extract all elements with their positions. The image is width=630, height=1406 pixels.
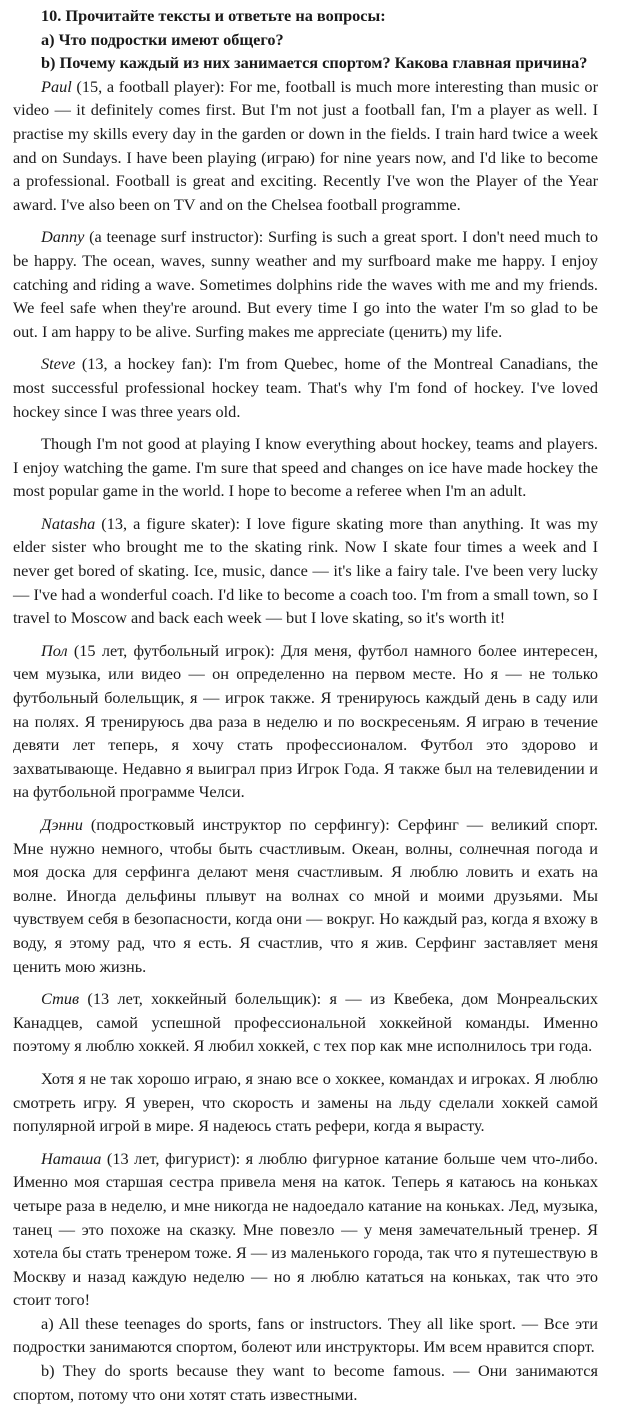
- speaker-name: Стив: [41, 989, 80, 1009]
- paragraph-text: Though I'm not good at playing I know everything about hockey, teams and players. I enjoy watching the game. I'm sure that speed and changes on ice have made hockey the most popular game in the world. I hope to become a referee when I'm an adult.: [13, 434, 598, 501]
- answer-a: a) All these teenages do sports, fans or instructors. They all like sport. — Все эти подростки занимаются спортом, болеют или инструкторы. Им всем нравится спорт.: [13, 1313, 598, 1357]
- paragraph-steve-ru: [13, 987, 598, 1058]
- paragraph-natasha-en: [13, 512, 598, 630]
- paragraph-text: (13, a figure skater): I love figure skating more than anything. It was my elder sister who brought me to the skating rink. Now I skate four times a week and I never get bored of skating. Ice, music, dance — it's like a fairy tale. I've been very lucky — I've had a wonderful coach. I'd like to become a coach too. I'm from a small town, so I travel to Moscow and back each week — but I love skating, so it's worth it!: [13, 513, 598, 628]
- paragraph-danny-ru: [13, 813, 598, 978]
- answer-b: b) They do sports because they want to become famous. — Они занимаются спортом, потому что они хотят стать известными.: [13, 1361, 598, 1404]
- speaker-name: Danny: [41, 227, 85, 247]
- paragraph-text: Хотя я не так хорошо играю, я знаю все о хоккее, командах и игроках. Я люблю смотреть игру. Я уверен, что скорость и замены на льду сделали хоккей самой популярной игрой в мире. Я надеюсь стать рефери, когда я вырасту.: [13, 1068, 598, 1136]
- speaker-name: Дэнни: [41, 815, 83, 834]
- paragraph-text: (15, a football player): For me, football is much more interesting than music or video — it definitely comes first. But I'm not just a football fan, I'm a player as well. I practise my skills every day in the garden or down in the fields. I train hard twice a week and on Sundays. I have been playing (играю) for nine years now, and I'd like to become a professional. Football is great and exciting. Recently I've won the Player of the Year award. I've also been on TV and on the Chelsea football programme.: [13, 76, 598, 214]
- paragraph-text: (13 лет, хоккейный болельщик): я — из Квебека, дом Монреальских Канадцев, самой успешной профессиональной хоккейной команды. Именно поэтому я люблю хоккей. Я любил хоккей, с тех пор как мне исполнилось три года.: [13, 989, 598, 1056]
- question-a: a) Что подростки имеют общего?: [41, 29, 284, 49]
- paragraph-paul-ru: [13, 639, 598, 804]
- speaker-name: Наташа: [41, 1148, 102, 1168]
- paragraph-text: (13, a hockey fan): I'm from Quebec, home of the Montreal Canadians, the most successful professional hockey team. That's why I'm fond of hockey. I've loved hockey since I was three years old.: [13, 354, 598, 421]
- question-b: b) Почему каждый из них занимается спортом? Какова главная причина?: [41, 53, 588, 73]
- paragraph-text: (a teenage surf instructor): Surfing is such a great sport. I don't need much to be happy. The ocean, waves, sunny weather and my surfboard make me happy. I enjoy catching and riding a wave. Sometimes dolphins ride the waves with me and my friends. We feel safe when they're around. But every time I go into the water I'm so glad to be out. I am happy to be alive. Surfing makes me appreciate (ценить) my life.: [13, 227, 598, 341]
- paragraph-natasha-ru: [13, 1147, 598, 1312]
- paragraph-steve-en-2: [13, 432, 598, 503]
- speaker-name: Steve: [41, 354, 76, 374]
- speaker-name: Natasha: [41, 513, 96, 533]
- paragraph-text: (13 лет, фигурист): я люблю фигурное катание больше чем что-либо. Именно моя старшая сестра привела меня на каток. Теперь я катаюсь на коньках четыре раза в неделю, и мне никогда не надоедало катание на коньках. Лед, музыка, танец — это похоже на сказку. Мне повезло — у меня замечательный тренер. Я хотела бы стать тренером тоже. Я — из маленького города, так что я путешествую в Москву и назад каждую неделю — но я люблю кататься на коньках, так что это стоит того!: [13, 1148, 598, 1310]
- paragraph-text: (подростковый инструктор по серфингу): Серфинг — великий спорт. Мне нужно немного, чтобы быть счастливым. Океан, волны, солнечная погода и моя доска для серфинга делают меня счастливым. Я люблю ловить и ехать на волне. Иногда дельфины плывут на волнах со мной и моими друзьями. Мы чувствуем себя в безопасности, когда они — вокруг. Но каждый раз, когда я вхожу в воду, я этому рад, что я есть. Я счастлив, что я жив. Серфинг заставляет меня ценить мою жизнь.: [13, 815, 598, 976]
- task-title: 10. Прочитайте тексты и ответьте на вопросы:: [41, 6, 386, 25]
- paragraph-text: (15 лет, футбольный игрок): Для меня, футбол намного более интересен, чем музыка, или видео — он определенно на первом месте. Но я — не только футбольный болельщик, я — игрок также. Я тренируюсь каждый день в саду или на полях. Я тренируюсь два раза в неделю и по воскресеньям. Я играю в течение девяти лет теперь, я хочу стать профессионалом. Футбол это здорово и захватывающе. Недавно я выиграл приз Игрок Года. Я также был на телевидении и на футбольной программе Челси.: [13, 640, 598, 802]
- paragraph-steve-en: [13, 352, 598, 423]
- speaker-name: Пол: [41, 640, 68, 660]
- paragraph-danny-en: [13, 225, 598, 343]
- speaker-name: Paul: [41, 76, 72, 96]
- document-page: [13, 4, 598, 1406]
- paragraph-steve-ru-2: [13, 1067, 598, 1138]
- paragraph-paul-en: [13, 75, 598, 217]
